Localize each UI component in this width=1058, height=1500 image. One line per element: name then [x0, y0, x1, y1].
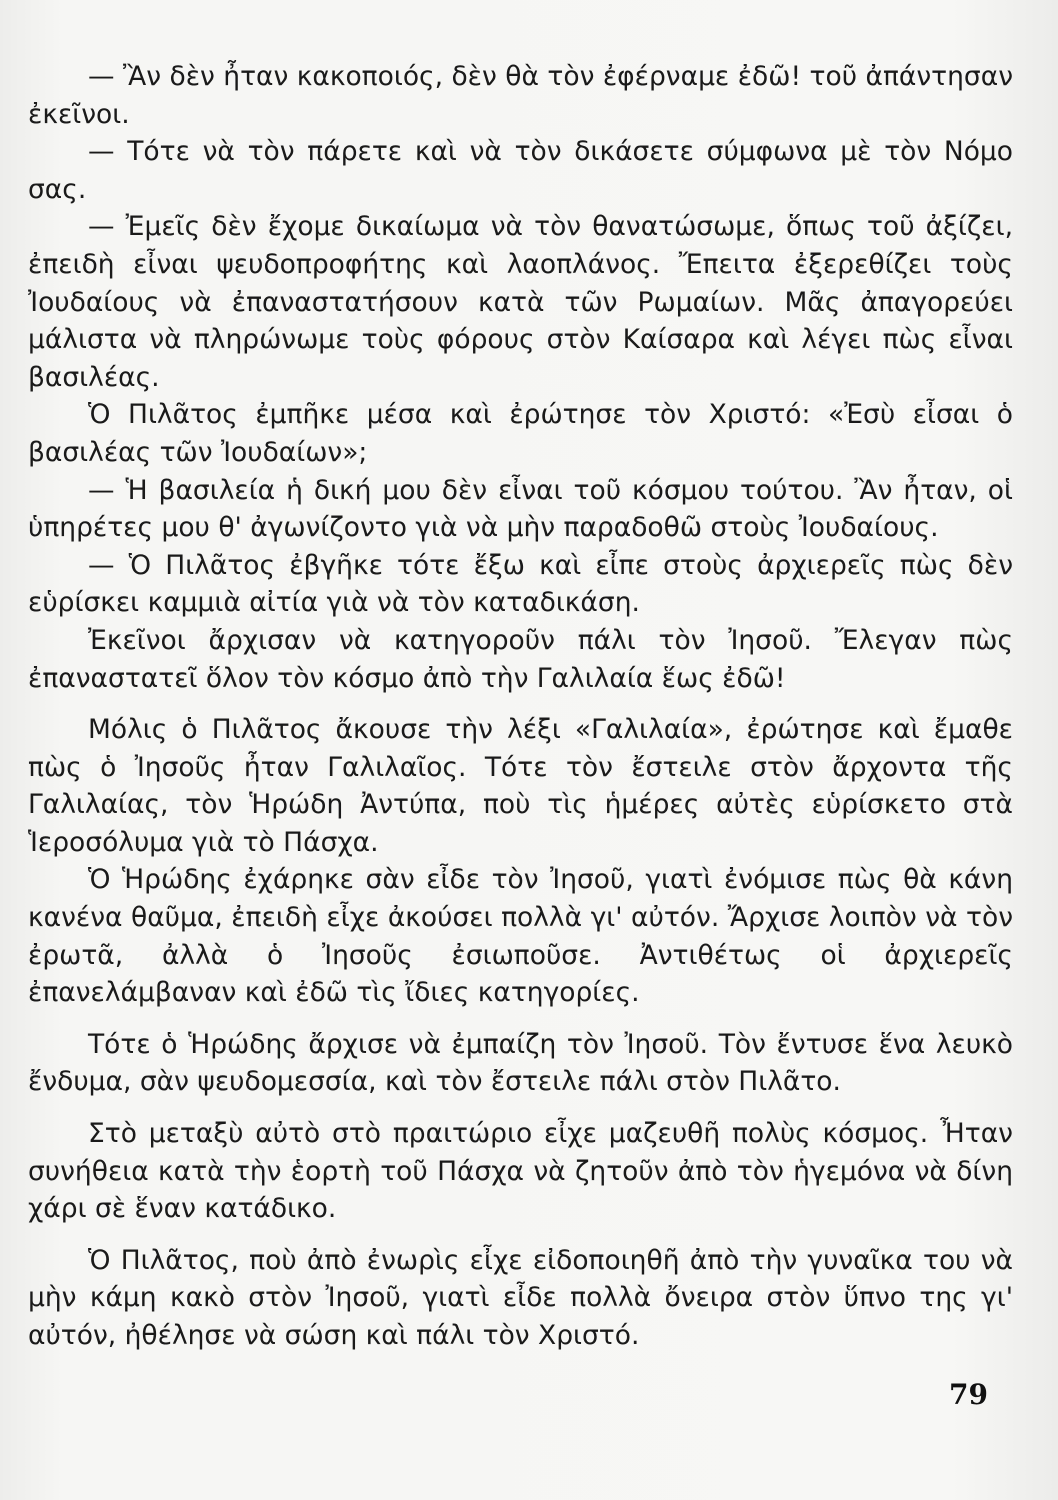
paragraph-9: Ὁ Ἡρώδης ἐχάρηκε σὰν εἶδε τὸν Ἰησοῦ, γιατὶ ἐνόμισε πὼς θὰ κάνη κανένα θαῦμα, ἐπειδὴ εἶχε ἀκούσει πολλὰ γι' αὐτόν. Ἄρχισε λοιπὸν νὰ τὸν ἐρωτᾶ, ἀλλὰ ὁ Ἰησοῦς ἐσιωποῦσε. Ἀντιθέτως οἱ ἀρχιερεῖς ἐπανελάμβαναν καὶ ἐδῶ τὶς ἴδιες κατηγορίες. [28, 864, 1013, 1009]
paragraph-2: — Τότε νὰ τὸν πάρετε καὶ νὰ τὸν δικάσετε σύμφωνα μὲ τὸν Νόμο σας. [28, 136, 1013, 205]
paragraph-4: Ὁ Πιλᾶτος ἐμπῆκε μέσα καὶ ἐρώτησε τὸν Χριστό: «Ἐσὺ εἶσαι ὁ βασιλέας τῶν Ἰουδαίων»; [28, 399, 1013, 468]
paragraph-8: Μόλις ὁ Πιλᾶτος ἄκουσε τὴν λέξι «Γαλιλαία», ἐρώτησε καὶ ἔμαθε πὼς ὁ Ἰησοῦς ἦταν Γαλιλαῖος. Τότε τὸν ἔστειλε στὸν ἄρχοντα τῆς Γαλιλαίας, τὸν Ἡρώδη Ἀντύπα, ποὺ τὶς ἡμέρες αὐτὲς εὑρίσκετο στὰ Ἱεροσόλυμα γιὰ τὸ Πάσχα. [28, 714, 1013, 858]
paragraph-5: — Ἡ βασιλεία ἡ δική μου δὲν εἶναι τοῦ κόσμου τούτου. Ἂν ἦταν, οἱ ὑπηρέτες μου θ' ἀγωνίζοντο γιὰ νὰ μὴν παραδοθῶ στοὺς Ἰουδαίους. [28, 474, 1013, 544]
body-text [28, 58, 1013, 1355]
paragraph-3: — Ἐμεῖς δὲν ἔχομε δικαίωμα νὰ τὸν θανατώσωμε, ὅπως τοῦ ἀξίζει, ἐπειδὴ εἶναι ψευδοπροφήτης καὶ λαοπλάνος. Ἔπειτα ἐξερεθίζει τοὺς Ἰουδαίους νὰ ἐπαναστατήσουν κατὰ τῶν Ρωμαίων. Μᾶς ἀπαγορεύει μάλιστα νὰ πληρώνωμε τοὺς φόρους στὸν Καίσαρα καὶ λέγει πὼς εἶναι βασιλέας. [28, 211, 1013, 393]
paragraph-6: — Ὁ Πιλᾶτος ἐβγῆκε τότε ἔξω καὶ εἶπε στοὺς ἀρχιερεῖς πὼς δὲν εὑρίσκει καμμιὰ αἰτία γιὰ νὰ τὸν καταδικάση. [28, 549, 1013, 619]
paragraph-7: Ἐκεῖνοι ἄρχισαν νὰ κατηγοροῦν πάλι τὸν Ἰησοῦ. Ἔλεγαν πὼς ἐπαναστατεῖ ὅλον τὸν κόσμο ἀπὸ τὴν Γαλιλαία ἕως ἐδῶ! [28, 624, 1013, 694]
paragraph-12: Ὁ Πιλᾶτος, ποὺ ἀπὸ ἐνωρὶς εἶχε εἰδοποιηθῆ ἀπὸ τὴν γυναῖκα του νὰ μὴν κάμη κακὸ στὸν Ἰησοῦ, γιατὶ εἶδε πολλὰ ὄνειρα στὸν ὕπνο της γι' αὐτόν, ἠθέλησε νὰ σώση καὶ πάλι τὸν Χριστό. [28, 1244, 1013, 1351]
page-number: 79 [949, 1378, 988, 1411]
paragraph-10: Τότε ὁ Ἡρώδης ἄρχισε νὰ ἐμπαίζη τὸν Ἰησοῦ. Τὸν ἔντυσε ἕνα λευκὸ ἔνδυμα, σὰν ψευδομεσσία, καὶ τὸν ἔστειλε πάλι στὸν Πιλᾶτο. [28, 1028, 1013, 1098]
paragraph-1: — Ἂν δὲν ἦταν κακοποιός, δὲν θὰ τὸν ἐφέρναμε ἐδῶ! τοῦ ἀπάντησαν ἐκεῖνοι. [28, 61, 1013, 130]
paragraph-11: Στὸ μεταξὺ αὐτὸ στὸ πραιτώριο εἶχε μαζευθῆ πολὺς κόσμος. Ἦταν συνήθεια κατὰ τὴν ἑορτὴ τοῦ Πάσχα νὰ ζητοῦν ἀπὸ τὸν ἡγεμόνα νὰ δίνη χάρι σὲ ἕναν κατάδικο. [28, 1118, 1013, 1225]
